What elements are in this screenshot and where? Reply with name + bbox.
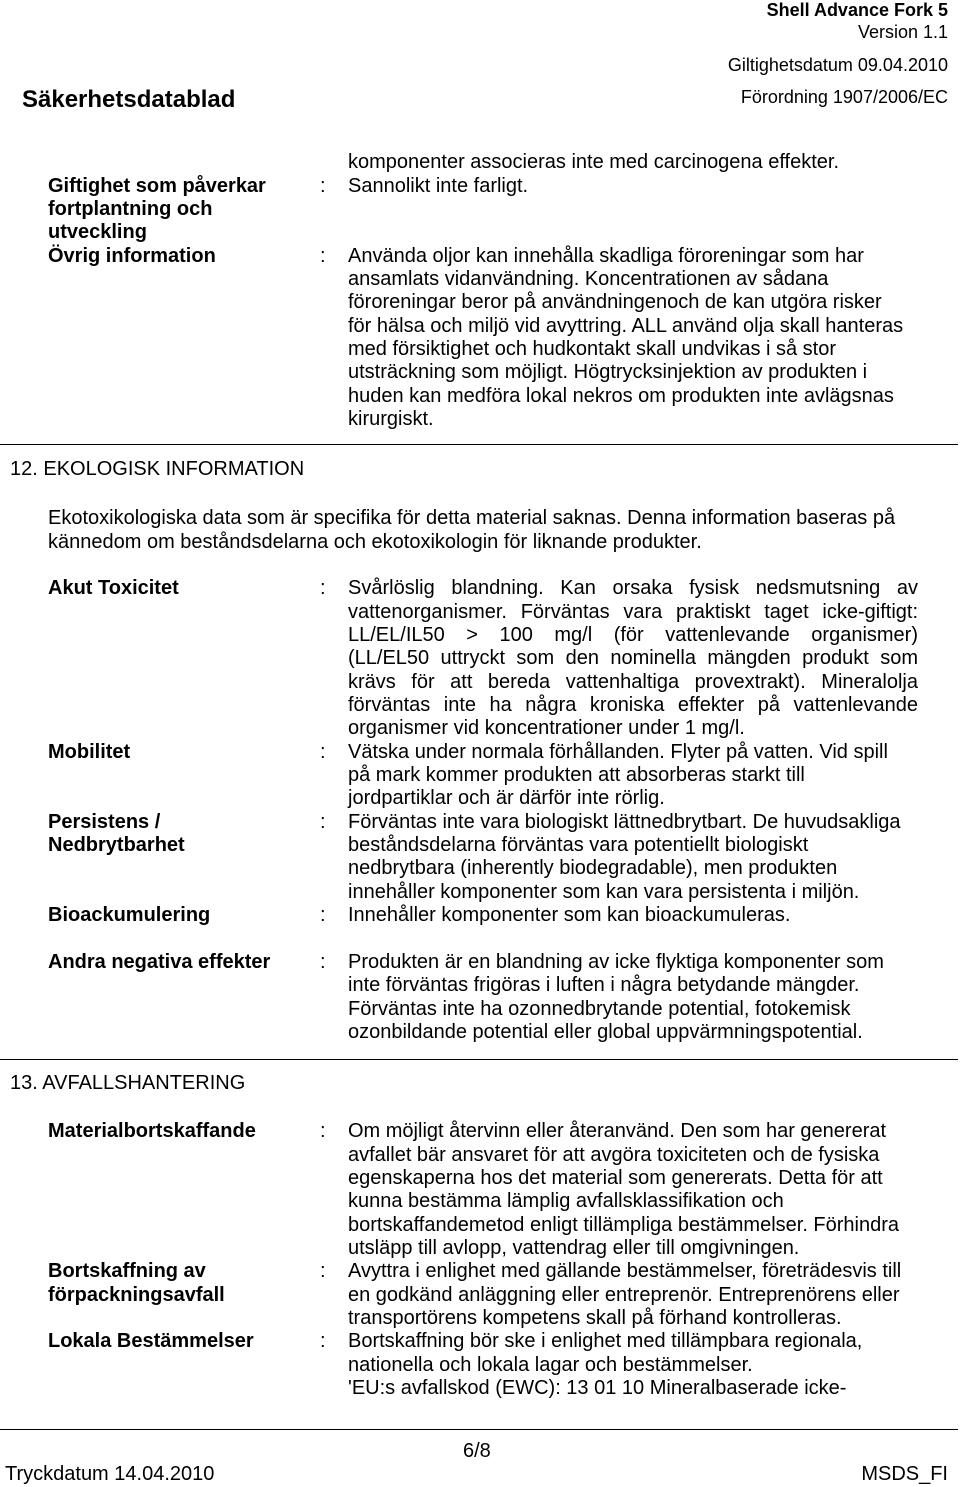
value-line: nationella och lokala lagar och bestämmelser.: [348, 1353, 753, 1376]
carryover-row: [0, 151, 960, 174]
property-label: [0, 577, 320, 740]
value-line: (LL/EL50 uttryckt som den nominella mängden produkt som: [348, 647, 918, 670]
label-line: Andra negativa effekter: [48, 950, 271, 973]
label-line: Akut Toxicitet: [48, 577, 179, 600]
label-line: Övrig information: [48, 244, 216, 267]
value-line: på mark kommer produkten att absorberas starkt till: [348, 764, 805, 787]
value-line: Sannolikt inte farligt.: [348, 174, 529, 197]
separator: :: [320, 1260, 326, 1283]
label-line: förpackningsavfall: [48, 1283, 225, 1306]
section-12-intro: [0, 507, 960, 554]
property-value: [348, 1120, 948, 1260]
value-line: med försiktighet och hudkontakt skall undvikas i så stor: [348, 338, 837, 361]
property-value: [348, 811, 948, 904]
property-row-reproductive-toxicity: [0, 175, 960, 245]
separator: :: [320, 904, 326, 927]
property-label: [0, 1120, 320, 1260]
value-line: utsträckning som möjligt. Högtrycksinjektion av produkten i: [348, 361, 868, 384]
value-line: inte förväntas frigöras i luften i några betydande mängder.: [348, 974, 860, 997]
document-code: MSDS_FI: [861, 1463, 948, 1485]
value-line: krävs för att bereda vattenhaltiga provextrakt). Mineralolja: [348, 670, 918, 693]
property-value: [348, 577, 948, 740]
property-value: [348, 245, 948, 432]
section-12-heading: 12. EKOLOGISK INFORMATION: [10, 458, 305, 481]
separator: :: [320, 810, 326, 833]
value-line: jordpartiklar och är därför inte rörlig.: [348, 787, 665, 810]
separator: :: [320, 950, 326, 973]
label-line: Giftighet som påverkar: [48, 174, 266, 197]
separator: :: [320, 577, 326, 600]
value-line: förväntas inte ha några kroniska effekter på vattenlevande: [348, 694, 918, 717]
value-line: LL/EL/IL50 > 100 mg/l (för vattenlevande organismer): [348, 624, 918, 647]
property-label: [0, 904, 320, 927]
property-row-acute-toxicity: [0, 577, 960, 740]
section-13-heading: 13. AVFALLSHANTERING: [10, 1072, 246, 1095]
label-line: fortplantning och: [48, 197, 213, 220]
value-line: ozonbildande potential eller global uppvärmningspotential.: [348, 1020, 863, 1043]
value-line: beståndsdelarna förväntas vara potentiellt biologiskt: [348, 834, 809, 857]
property-label: [0, 811, 320, 904]
value-line: en godkänd anläggning eller entreprenör. Entreprenörens eller: [348, 1283, 900, 1306]
value-line: Förväntas inte vara biologiskt lättnedbrytbart. De huvudsakliga: [348, 810, 901, 833]
section-11-continued: [0, 151, 960, 431]
property-row-bioaccumulation: [0, 904, 960, 927]
property-row-persistence: [0, 811, 960, 904]
section-divider: [0, 444, 958, 445]
label-line: Persistens /: [48, 810, 161, 833]
product-name: Shell Advance Fork 5: [766, 0, 948, 20]
property-value: [348, 741, 948, 811]
value-line: transportörens kompetens skall på förhand kontrolleras.: [348, 1307, 842, 1330]
intro-line: Ekotoxikologiska data som är specifika för detta material saknas. Denna information baseras på: [48, 507, 896, 530]
document-title: Säkerhetsdatablad: [22, 86, 236, 113]
value-line: Om möjligt återvinn eller återanvänd. Den som har genererat: [348, 1120, 887, 1143]
document-version: Version 1.1: [857, 22, 948, 42]
spacer: [0, 927, 960, 950]
property-value: [348, 1330, 948, 1400]
empty-label: [0, 151, 320, 174]
value-line: innehåller komponenter som kan vara persistenta i miljön.: [348, 880, 860, 903]
separator: :: [320, 1120, 326, 1143]
label-line: utveckling: [48, 221, 147, 244]
value-line: egenskaperna hos det material som genererats. Detta för att: [348, 1166, 883, 1189]
value-line: bortskaffandemetod enligt tillämpliga bestämmelser. Förhindra: [348, 1213, 900, 1236]
property-row-mobility: [0, 741, 960, 811]
value-line: Använda oljor kan innehålla skadliga föroreningar som har: [348, 244, 864, 267]
property-row-local-regulations: [0, 1330, 960, 1400]
separator: :: [320, 244, 326, 267]
value-line: 'EU:s avfallskod (EWC): 13 01 10 Mineralbaserade icke-: [348, 1377, 847, 1400]
value-line: Förväntas inte ha ozonnedbrytande potential, fotokemisk: [348, 997, 851, 1020]
property-row-packaging-disposal: [0, 1260, 960, 1330]
separator: :: [320, 1330, 326, 1353]
label-line: Nedbrytbarhet: [48, 834, 185, 857]
regulation-reference: Förordning 1907/2006/EC: [740, 87, 948, 107]
value-line: avfallet bär ansvaret för att avgöra toxiciteten och de fysiska: [348, 1143, 880, 1166]
print-date: Tryckdatum 14.04.2010: [5, 1463, 215, 1485]
property-row-material-disposal: [0, 1120, 960, 1260]
property-label: [0, 175, 320, 245]
value-line: utsläpp till avlopp, vattendrag eller till omgivningen.: [348, 1237, 800, 1260]
value-line: komponenter associeras inte med carcinogena effekter.: [348, 151, 840, 174]
property-row-other-adverse-effects: [0, 951, 960, 1044]
value-line: Produkten är en blandning av icke flyktiga komponenter som: [348, 950, 884, 973]
value-line: Svårlöslig blandning. Kan orsaka fysisk nedsmutsning av: [348, 577, 918, 600]
value-line: Bortskaffning bör ske i enlighet med tillämpbara regionala,: [348, 1330, 863, 1353]
value-line: Avyttra i enlighet med gällande bestämmelser, företrädesvis till: [348, 1260, 902, 1283]
section-divider: [0, 1059, 958, 1060]
property-label: [0, 1260, 320, 1330]
label-line: Mobilitet: [48, 740, 131, 763]
property-label: [0, 741, 320, 811]
value-line: ansamlats vidanvändning. Koncentrationen av sådana: [348, 268, 829, 291]
value-line: Vätska under normala förhållanden. Flyter på vatten. Vid spill: [348, 740, 888, 763]
value-line: huden kan medföra lokal nekros om produkten inte avlägsnas: [348, 384, 894, 407]
label-line: Lokala Bestämmelser: [48, 1330, 254, 1353]
spacer: [0, 554, 960, 577]
separator: :: [320, 740, 326, 763]
property-label: [0, 951, 320, 1044]
property-label: [0, 1330, 320, 1400]
property-value: [348, 951, 948, 1044]
value-line: nedbrytbara (inherently biodegradable), men produkten: [348, 857, 838, 880]
property-value: [348, 1260, 948, 1330]
page-number: 6/8: [463, 1440, 491, 1462]
value-line: Innehåller komponenter som kan bioackumuleras.: [348, 904, 791, 927]
value-line: kunna bestämma lämplig avfallsklassifikation och: [348, 1190, 784, 1213]
separator: :: [320, 174, 326, 197]
property-row-other-information: [0, 245, 960, 432]
footer-divider: [0, 1429, 958, 1430]
label-line: Bioackumulering: [48, 904, 211, 927]
validity-date: Giltighetsdatum 09.04.2010: [727, 55, 948, 75]
value-line: föroreningar beror på användningenoch de kan utgöra risker: [348, 291, 882, 314]
section-13-body: [0, 1120, 960, 1400]
carryover-value: [348, 151, 948, 174]
property-value: [348, 904, 948, 927]
value-line: kirurgiskt.: [348, 408, 434, 431]
empty-separator: [320, 151, 348, 174]
value-line: organismer vid koncentrationer under 1 mg/l.: [348, 717, 745, 740]
section-12-body: [0, 507, 960, 1044]
intro-line: kännedom om beståndsdelarna och ekotoxikologin för liknande produkter.: [48, 530, 702, 553]
property-value: [348, 175, 948, 245]
label-line: Materialbortskaffande: [48, 1120, 256, 1143]
label-line: Bortskaffning av: [48, 1260, 206, 1283]
value-line: vattenorganismer. Förväntas vara praktiskt taget icke-giftigt:: [348, 600, 918, 623]
value-line: för hälsa och miljö vid avyttring. ALL använd olja skall hanteras: [348, 314, 904, 337]
property-label: [0, 245, 320, 432]
